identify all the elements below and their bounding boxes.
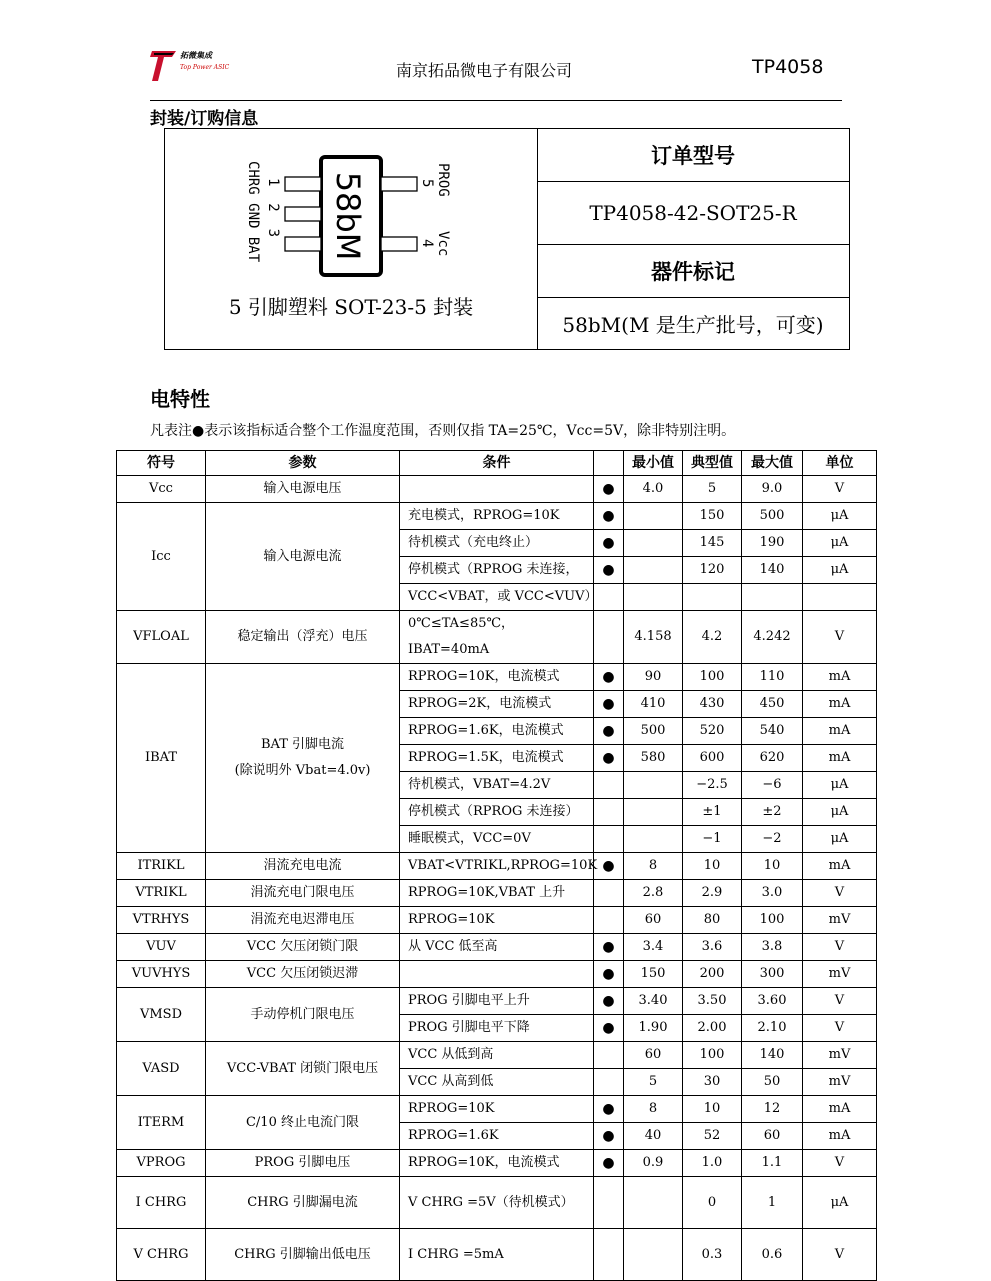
symbol-cell: VTRIKL: [117, 880, 206, 907]
typ-value: 2.00: [683, 1015, 742, 1042]
max-value: 140: [742, 1042, 803, 1069]
typ-value: 80: [683, 907, 742, 934]
sot23-5-pinout-diagram: [225, 143, 485, 293]
table-row: [117, 988, 877, 1015]
unit-cell: V: [803, 611, 877, 664]
min-value: 40: [624, 1123, 683, 1150]
pin5-name: PROG: [435, 163, 451, 197]
max-value: 12: [742, 1096, 803, 1123]
min-value: 60: [624, 907, 683, 934]
symbol-cell: VPROG: [117, 1150, 206, 1177]
typ-value: 2.9: [683, 880, 742, 907]
unit-cell: μA: [803, 530, 877, 557]
symbol-cell: Icc: [117, 503, 206, 611]
min-value: [624, 584, 683, 611]
symbol-cell: VUV: [117, 934, 206, 961]
parameter-text: 输入电源电流: [263, 548, 342, 564]
electrical-characteristics-table: [116, 450, 877, 1281]
unit-cell: mV: [803, 907, 877, 934]
unit-cell: mA: [803, 1123, 877, 1150]
unit-cell: mA: [803, 664, 877, 691]
parameter-text: 输入电源电压: [263, 481, 342, 496]
parameter-text: VCC-VBAT 闭锁门限电压: [226, 1060, 379, 1076]
table-body: [117, 476, 877, 1281]
typ-value: 120: [683, 557, 742, 584]
table-row: [117, 503, 877, 530]
condition-cell: VCC<VBAT，或 VCC<VUV）: [400, 584, 594, 611]
condition-cell: RPROG=2K，电流模式: [400, 691, 594, 718]
symbol-cell: V CHRG: [117, 1229, 206, 1281]
unit-cell: V: [803, 1229, 877, 1281]
left-pin-names: CHRG GND BAT: [245, 161, 261, 263]
typ-value: 0.3: [683, 1229, 742, 1281]
unit-cell: mA: [803, 745, 877, 772]
max-value: 50: [742, 1069, 803, 1096]
min-value: 580: [624, 745, 683, 772]
unit-cell: V: [803, 1015, 877, 1042]
condition-cell: 停机模式（RPROG 未连接，: [400, 557, 594, 584]
temp-range-dot: ●: [594, 557, 624, 584]
parameter-text: 涓流充电迟滞电压: [250, 912, 355, 927]
min-value: 3.4: [624, 934, 683, 961]
pin4-number: 4: [419, 239, 435, 248]
typ-value: 200: [683, 961, 742, 988]
typ-value: 3.6: [683, 934, 742, 961]
condition-cell: 待机模式，VBAT=4.2V: [400, 772, 594, 799]
typ-value: 4.2: [683, 611, 742, 664]
max-value: 3.0: [742, 880, 803, 907]
symbol-cell: ITERM: [117, 1096, 206, 1150]
temp-range-dot: ●: [594, 934, 624, 961]
parameter-text: CHRG 引脚输出低电压: [234, 1246, 371, 1262]
temp-range-dot: [594, 584, 624, 611]
table-row: [117, 1150, 877, 1177]
temp-range-dot: ●: [594, 530, 624, 557]
header-condition: 条件: [400, 451, 594, 476]
parameter-cell: [206, 934, 400, 961]
unit-cell: μA: [803, 503, 877, 530]
symbol-cell: VTRHYS: [117, 907, 206, 934]
condition-cell: 待机模式（充电终止）: [400, 530, 594, 557]
typ-value: ±1: [683, 799, 742, 826]
table-row: [117, 853, 877, 880]
min-value: 410: [624, 691, 683, 718]
min-value: [624, 799, 683, 826]
max-value: 3.60: [742, 988, 803, 1015]
min-value: [624, 503, 683, 530]
condition-cell: RPROG=10K，电流模式: [400, 664, 594, 691]
electrical-note: 凡表注●表示该指标适合整个工作温度范围，否则仅指 TA=25℃，Vcc=5V，除非特别注明。: [150, 423, 736, 439]
min-value: 3.40: [624, 988, 683, 1015]
order-number-value: TP4058-42-SOT25-R: [537, 182, 849, 245]
temp-range-dot: [594, 611, 624, 664]
max-value: 3.8: [742, 934, 803, 961]
condition-cell: VCC 从高到低: [400, 1069, 594, 1096]
table-row: [117, 880, 877, 907]
max-value: 620: [742, 745, 803, 772]
parameter-text: VCC 欠压闭锁门限: [246, 939, 359, 954]
parameter-cell: [206, 1150, 400, 1177]
table-row: [117, 611, 877, 664]
temp-range-dot: ●: [594, 1015, 624, 1042]
parameter-cell: [206, 1229, 400, 1281]
unit-cell: μA: [803, 772, 877, 799]
unit-cell: V: [803, 476, 877, 503]
max-value: ±2: [742, 799, 803, 826]
condition-cell: VBAT<VTRIKL,RPROG=10K: [400, 853, 594, 880]
parameter-cell: [206, 611, 400, 664]
max-value: 100: [742, 907, 803, 934]
max-value: 2.10: [742, 1015, 803, 1042]
typ-value: 145: [683, 530, 742, 557]
package-diagram-panel: [165, 129, 538, 349]
max-value: 10: [742, 853, 803, 880]
condition-cell: RPROG=10K，电流模式: [400, 1150, 594, 1177]
left-pin-numbers: 1 2 3: [265, 178, 281, 238]
parameter-cell: [206, 476, 400, 503]
parameter-text: C/10 终止电流门限: [245, 1114, 359, 1130]
parameter-cell: [206, 988, 400, 1042]
max-value: 300: [742, 961, 803, 988]
symbol-cell: VUVHYS: [117, 961, 206, 988]
typ-value: [683, 584, 742, 611]
min-value: 2.8: [624, 880, 683, 907]
max-value: 540: [742, 718, 803, 745]
max-value: 1: [742, 1177, 803, 1229]
min-value: [624, 1177, 683, 1229]
package-caption: 5 引脚塑料 SOT-23-5 封装: [228, 295, 474, 319]
typ-value: 520: [683, 718, 742, 745]
max-value: 60: [742, 1123, 803, 1150]
typ-value: −1: [683, 826, 742, 853]
max-value: 500: [742, 503, 803, 530]
unit-cell: V: [803, 988, 877, 1015]
max-value: 140: [742, 557, 803, 584]
max-value: 4.242: [742, 611, 803, 664]
condition-cell: 从 VCC 低至高: [400, 934, 594, 961]
parameter-cell: [206, 880, 400, 907]
unit-cell: mV: [803, 1069, 877, 1096]
temp-range-dot: ●: [594, 664, 624, 691]
typ-value: 150: [683, 503, 742, 530]
unit-cell: mA: [803, 853, 877, 880]
order-number-header: 订单型号: [537, 129, 849, 182]
table-header-row: [117, 451, 877, 476]
table-row: [117, 934, 877, 961]
symbol-cell: ITRIKL: [117, 853, 206, 880]
parameter-cell: [206, 1177, 400, 1229]
table-row: [117, 907, 877, 934]
parameter-text: 涓流充电电流: [263, 858, 342, 873]
min-value: [624, 772, 683, 799]
temp-range-dot: ●: [594, 503, 624, 530]
temp-range-dot: [594, 907, 624, 934]
min-value: 8: [624, 1096, 683, 1123]
condition-cell: [400, 476, 594, 503]
typ-value: 10: [683, 853, 742, 880]
parameter-cell: [206, 853, 400, 880]
symbol-cell: VASD: [117, 1042, 206, 1096]
typ-value: 0: [683, 1177, 742, 1229]
temp-range-dot: [594, 1229, 624, 1281]
temp-range-dot: [594, 1177, 624, 1229]
table-row: [117, 961, 877, 988]
temp-range-dot: ●: [594, 961, 624, 988]
symbol-cell: I CHRG: [117, 1177, 206, 1229]
temp-range-dot: [594, 880, 624, 907]
typ-value: 30: [683, 1069, 742, 1096]
typ-value: 10: [683, 1096, 742, 1123]
max-value: 9.0: [742, 476, 803, 503]
table-row: [117, 476, 877, 503]
unit-cell: mV: [803, 961, 877, 988]
typ-value: 5: [683, 476, 742, 503]
table-row: [117, 1229, 877, 1281]
parameter-cell: [206, 664, 400, 853]
parameter-cell: [206, 1096, 400, 1150]
company-logo-icon: [150, 47, 178, 83]
symbol-cell: Vcc: [117, 476, 206, 503]
min-value: [624, 1229, 683, 1281]
condition-cell: RPROG=1.6K，电流模式: [400, 718, 594, 745]
condition-cell: PROG 引脚电平上升: [400, 988, 594, 1015]
parameter-text: 涓流充电门限电压: [250, 885, 355, 900]
typ-value: 100: [683, 1042, 742, 1069]
min-value: [624, 530, 683, 557]
condition-cell: PROG 引脚电平下降: [400, 1015, 594, 1042]
typ-value: 430: [683, 691, 742, 718]
package-info-table: [164, 128, 850, 350]
temp-range-dot: [594, 1042, 624, 1069]
parameter-cell: [206, 503, 400, 611]
max-value: −6: [742, 772, 803, 799]
table-row: [117, 1096, 877, 1123]
pin5-number: 5: [419, 179, 435, 188]
unit-cell: μA: [803, 826, 877, 853]
parameter-cell: [206, 907, 400, 934]
logo-english-text: Top Power ASIC: [180, 64, 230, 71]
header-typ: 典型值: [683, 451, 742, 476]
temp-range-dot: ●: [594, 691, 624, 718]
temp-range-dot: ●: [594, 853, 624, 880]
min-value: 4.0: [624, 476, 683, 503]
condition-cell: RPROG=10K,VBAT 上升: [400, 880, 594, 907]
temp-range-dot: ●: [594, 1123, 624, 1150]
table-row: [117, 1042, 877, 1069]
min-value: [624, 826, 683, 853]
unit-cell: mV: [803, 1042, 877, 1069]
symbol-cell: IBAT: [117, 664, 206, 853]
parameter-text: CHRG 引脚漏电流: [247, 1194, 358, 1210]
max-value: 110: [742, 664, 803, 691]
min-value: 5: [624, 1069, 683, 1096]
symbol-cell: VMSD: [117, 988, 206, 1042]
max-value: [742, 584, 803, 611]
logo-chinese-text: 拓微集成: [180, 50, 212, 60]
parameter-text: VCC 欠压闭锁迟滞: [246, 966, 359, 981]
header-divider: [150, 100, 842, 101]
min-value: [624, 557, 683, 584]
condition-cell: RPROG=1.5K，电流模式: [400, 745, 594, 772]
condition-cell: VCC 从低到高: [400, 1042, 594, 1069]
header-part-number: TP4058: [752, 56, 824, 78]
order-info-panel: [537, 129, 849, 349]
unit-cell: μA: [803, 1177, 877, 1229]
condition-cell: RPROG=10K: [400, 1096, 594, 1123]
company-name: 南京拓品微电子有限公司: [396, 61, 573, 80]
page-header: [0, 0, 991, 129]
min-value: 150: [624, 961, 683, 988]
condition-cell: I CHRG =5mA: [400, 1229, 594, 1281]
condition-cell: 0℃≤TA≤85℃，IBAT=40mA: [400, 611, 594, 664]
condition-cell: RPROG=1.6K: [400, 1123, 594, 1150]
temp-range-dot: ●: [594, 1150, 624, 1177]
parameter-text: BAT 引脚电流: [260, 737, 345, 752]
typ-value: −2.5: [683, 772, 742, 799]
header-min: 最小值: [624, 451, 683, 476]
chip-marking-text: 58bM: [329, 171, 367, 261]
header-parameter: 参数: [206, 451, 400, 476]
unit-cell: mA: [803, 1096, 877, 1123]
parameter-subtext: (除说明外 Vbat=4.0v): [234, 763, 371, 778]
unit-cell: V: [803, 934, 877, 961]
header-max: 最大值: [742, 451, 803, 476]
max-value: −2: [742, 826, 803, 853]
unit-cell: mA: [803, 718, 877, 745]
typ-value: 600: [683, 745, 742, 772]
max-value: 0.6: [742, 1229, 803, 1281]
typ-value: 100: [683, 664, 742, 691]
temp-range-dot: [594, 799, 624, 826]
min-value: 0.9: [624, 1150, 683, 1177]
parameter-text: 手动停机门限电压: [250, 1006, 355, 1022]
min-value: 90: [624, 664, 683, 691]
max-value: 190: [742, 530, 803, 557]
marking-header: 器件标记: [537, 245, 849, 298]
condition-cell: 充电模式，RPROG=10K: [400, 503, 594, 530]
temp-range-dot: ●: [594, 1096, 624, 1123]
min-value: 1.90: [624, 1015, 683, 1042]
condition-cell: [400, 961, 594, 988]
condition-cell: 睡眠模式，VCC=0V: [400, 826, 594, 853]
temp-range-dot: ●: [594, 718, 624, 745]
package-section-title: 封装/订购信息: [150, 109, 259, 129]
temp-range-dot: ●: [594, 988, 624, 1015]
unit-cell: mA: [803, 691, 877, 718]
min-value: 500: [624, 718, 683, 745]
header-unit: 单位: [803, 451, 877, 476]
unit-cell: [803, 584, 877, 611]
electrical-section-title: 电特性: [150, 387, 210, 411]
temp-range-dot: ●: [594, 745, 624, 772]
typ-value: 3.50: [683, 988, 742, 1015]
parameter-text: PROG 引脚电压: [254, 1155, 351, 1170]
parameter-cell: [206, 961, 400, 988]
temp-range-dot: [594, 772, 624, 799]
unit-cell: μA: [803, 799, 877, 826]
max-value: 450: [742, 691, 803, 718]
table-row: [117, 664, 877, 691]
unit-cell: V: [803, 1150, 877, 1177]
temp-range-dot: [594, 826, 624, 853]
typ-value: 1.0: [683, 1150, 742, 1177]
parameter-text: 稳定输出（浮充）电压: [237, 629, 368, 644]
marking-value: 58bM(M 是生产批号，可变): [562, 313, 824, 337]
temp-range-dot: ●: [594, 476, 624, 503]
header-symbol: 符号: [117, 451, 206, 476]
typ-value: 52: [683, 1123, 742, 1150]
parameter-cell: [206, 1042, 400, 1096]
max-value: 1.1: [742, 1150, 803, 1177]
temp-range-dot: [594, 1069, 624, 1096]
condition-cell: V CHRG =5V（待机模式）: [400, 1177, 594, 1229]
min-value: 8: [624, 853, 683, 880]
min-value: 4.158: [624, 611, 683, 664]
unit-cell: μA: [803, 557, 877, 584]
unit-cell: V: [803, 880, 877, 907]
condition-cell: 停机模式（RPROG 未连接）: [400, 799, 594, 826]
min-value: 60: [624, 1042, 683, 1069]
symbol-cell: VFLOAL: [117, 611, 206, 664]
pin4-name: Vcc: [435, 231, 451, 257]
condition-cell: RPROG=10K: [400, 907, 594, 934]
header-dot: [594, 451, 624, 476]
table-row: [117, 1177, 877, 1229]
